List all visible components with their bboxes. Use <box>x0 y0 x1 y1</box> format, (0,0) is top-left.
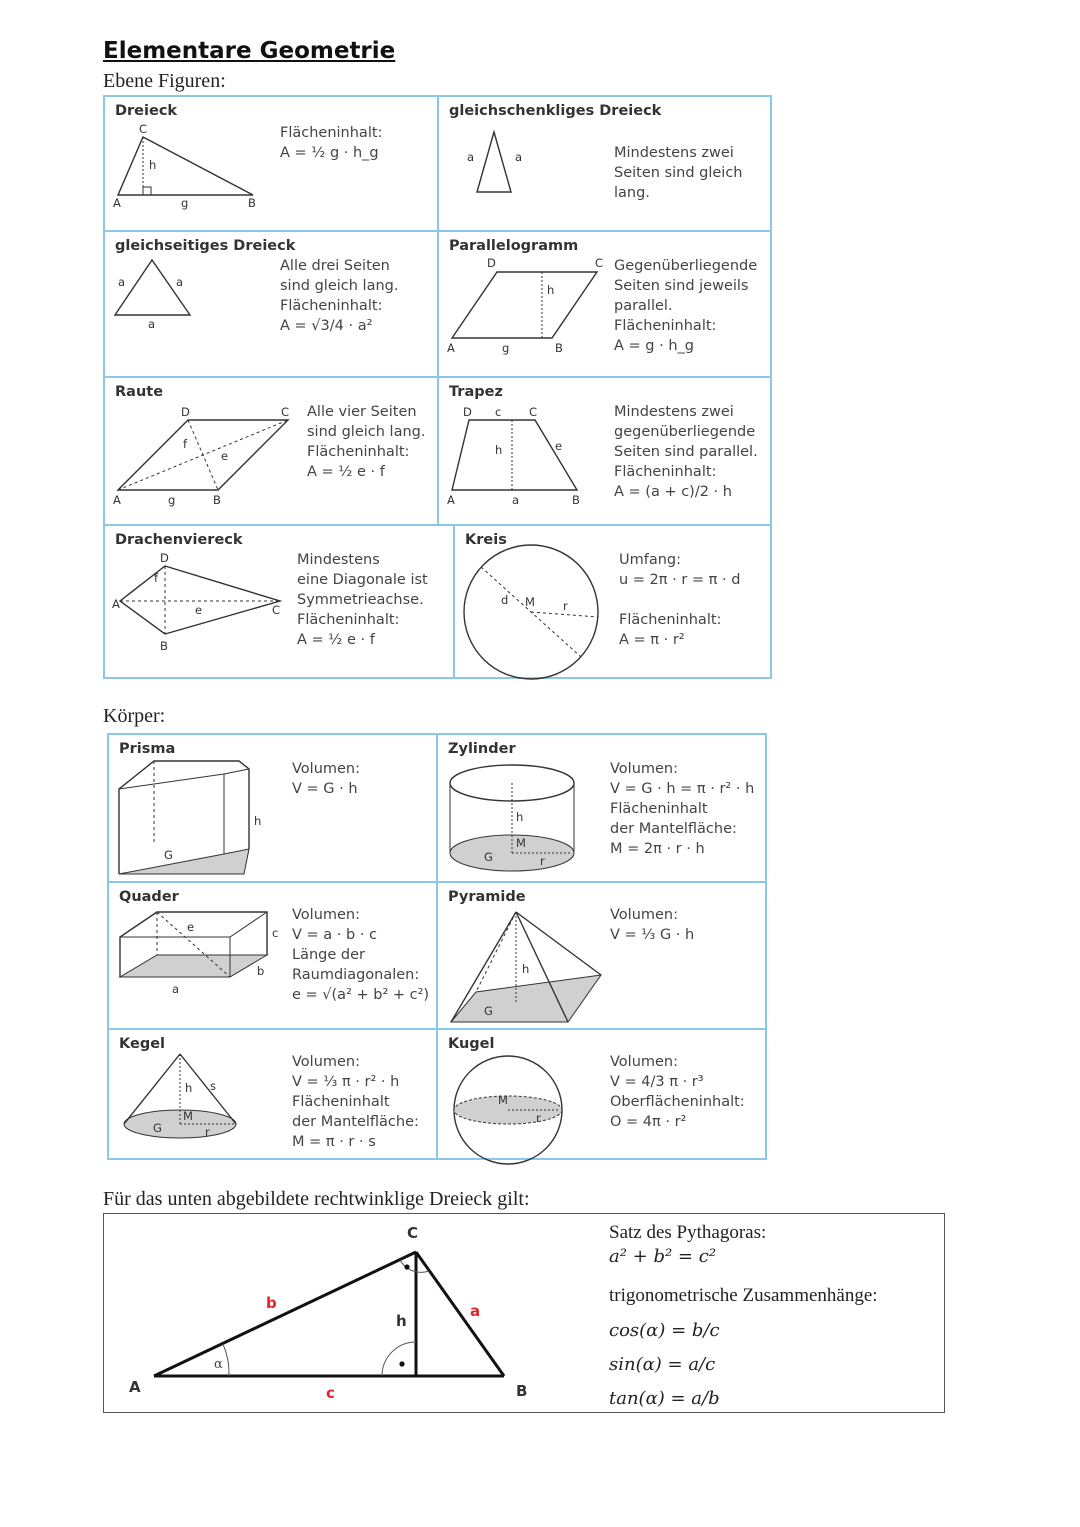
card-title: gleichschenkliges Dreieck <box>449 103 662 119</box>
card-prisma <box>108 734 437 882</box>
cone-figure <box>117 1052 257 1152</box>
svg-text:A: A <box>113 493 121 507</box>
svg-text:a: a <box>176 275 184 289</box>
card-title: Kugel <box>448 1036 495 1052</box>
svg-text:e: e <box>221 449 229 463</box>
sin-formula: sin(α) = a/c <box>609 1354 716 1375</box>
trapezoid-figure <box>447 405 617 518</box>
parallelogram-figure <box>447 256 617 360</box>
svg-text:B: B <box>213 493 221 507</box>
svg-text:r: r <box>205 1125 210 1139</box>
cos-formula: cos(α) = b/c <box>609 1320 720 1341</box>
svg-text:f: f <box>183 437 188 451</box>
svg-text:r: r <box>563 599 568 613</box>
svg-text:B: B <box>572 493 580 507</box>
svg-text:C: C <box>139 122 148 136</box>
card-raute <box>104 377 438 525</box>
svg-text:g: g <box>168 493 176 507</box>
svg-text:a: a <box>118 275 126 289</box>
card-text: Volumen: V = ⅓ π · r² · h Flächeninhalt der Mantelfläche: M = π · r · s <box>292 1054 419 1150</box>
label-C: C <box>407 1224 419 1242</box>
equilateral-triangle-figure <box>110 260 230 360</box>
svg-text:d: d <box>501 593 509 607</box>
cuboid-figure <box>117 907 287 1017</box>
tan-formula: tan(α) = a/b <box>609 1388 720 1409</box>
pythagoras-formula: a² + b² = c² <box>609 1246 717 1267</box>
svg-text:f: f <box>154 571 159 585</box>
svg-text:M: M <box>516 836 526 850</box>
svg-text:a: a <box>467 150 475 164</box>
kite-figure <box>110 551 290 666</box>
card-drachen <box>104 525 454 678</box>
card-text: Volumen: V = ⅓ G · h <box>610 907 695 943</box>
page-title: Elementare Geometrie <box>103 38 396 64</box>
rhombus-figure <box>113 405 303 518</box>
svg-text:h: h <box>495 443 503 457</box>
label-B: B <box>516 1382 528 1400</box>
svg-text:h: h <box>516 810 524 824</box>
svg-text:C: C <box>272 603 281 617</box>
svg-text:g: g <box>181 196 189 210</box>
card-text: Mindestens zwei gegenüberliegende Seiten sind parallel. Flächeninhalt: A = (a + c)/2 · h <box>614 404 758 500</box>
card-title: Prisma <box>119 741 176 757</box>
trig-title: trigonometrische Zusammenhänge: <box>609 1285 878 1306</box>
card-quader <box>108 882 437 1029</box>
svg-text:A: A <box>447 341 455 355</box>
svg-text:A: A <box>113 196 121 210</box>
cylinder-figure <box>446 761 596 881</box>
card-text: Umfang: u = 2π · r = π · d Flächeninhalt: A = π · r² <box>619 552 741 648</box>
card-text: Volumen: V = a · b · c Länge der Raumdiagonalen: e = √(a² + b² + c²) <box>292 907 430 1003</box>
label-side-c: c <box>326 1384 335 1402</box>
card-kegel <box>108 1029 437 1159</box>
card-title: Parallelogramm <box>449 238 579 254</box>
svg-text:D: D <box>463 405 472 419</box>
prism-figure <box>114 759 264 879</box>
svg-text:e: e <box>195 603 203 617</box>
svg-text:G: G <box>164 848 173 862</box>
solids-grid <box>107 733 767 1160</box>
card-text: Volumen: V = G · h = π · r² · h Flächeninhalt der Mantelfläche: M = 2π · r · h <box>610 761 755 857</box>
svg-text:r: r <box>540 854 545 868</box>
card-title: Dreieck <box>115 103 178 119</box>
card-gleichseitig <box>104 231 438 377</box>
card-kreis <box>454 525 771 678</box>
card-text: Mindestens zwei Seiten sind gleich lang. <box>614 145 743 201</box>
svg-text:C: C <box>281 405 290 419</box>
svg-text:B: B <box>555 341 563 355</box>
svg-text:A: A <box>447 493 455 507</box>
card-title: Zylinder <box>448 741 516 757</box>
svg-text:s: s <box>210 1079 216 1093</box>
svg-text:C: C <box>529 405 538 419</box>
section-solids: Körper: <box>103 705 166 727</box>
card-text: Volumen: V = G · h <box>292 761 361 797</box>
card-dreieck <box>104 96 438 231</box>
plane-figures-grid <box>103 95 772 679</box>
right-triangle-box <box>103 1213 945 1413</box>
card-text: Gegenüberliegende Seiten sind jeweils parallel. Flächeninhalt: A = g · h_g <box>614 258 758 354</box>
card-text: Alle drei Seiten sind gleich lang. Flächeninhalt: A = √3/4 · a² <box>280 258 399 334</box>
svg-text:a: a <box>515 150 523 164</box>
card-zylinder <box>437 734 766 882</box>
card-title: Raute <box>115 384 164 400</box>
svg-text:h: h <box>185 1081 193 1095</box>
card-title: Drachenviereck <box>115 532 243 548</box>
label-side-a: a <box>470 1302 481 1320</box>
isosceles-triangle-figure <box>467 127 567 227</box>
svg-text:B: B <box>160 639 168 653</box>
svg-text:a: a <box>148 317 156 331</box>
svg-text:e: e <box>187 920 195 934</box>
svg-text:b: b <box>257 964 265 978</box>
svg-text:C: C <box>595 256 604 270</box>
triangle-figure <box>113 122 273 225</box>
card-title: gleichseitiges Dreieck <box>115 238 296 254</box>
svg-text:h: h <box>254 814 262 828</box>
svg-text:a: a <box>512 493 520 507</box>
svg-text:c: c <box>272 926 279 940</box>
card-parallelogramm <box>438 231 771 377</box>
svg-text:M: M <box>498 1093 508 1107</box>
svg-text:D: D <box>160 551 169 565</box>
card-title: Quader <box>119 889 179 905</box>
card-kugel <box>437 1029 766 1159</box>
pyramid-figure <box>446 907 606 1027</box>
svg-text:G: G <box>484 850 493 864</box>
label-side-b: b <box>266 1294 277 1312</box>
svg-text:e: e <box>555 439 563 453</box>
svg-text:D: D <box>487 256 496 270</box>
svg-text:M: M <box>183 1109 193 1123</box>
label-height-h: h <box>396 1312 407 1330</box>
card-text: Flächeninhalt: A = ½ g · h_g <box>280 125 383 161</box>
right-triangle-figure <box>104 1214 584 1414</box>
svg-text:h: h <box>149 158 157 172</box>
section-right-triangle: Für das unten abgebildete rechtwinklige Dreieck gilt: <box>103 1188 530 1210</box>
svg-text:A: A <box>112 597 120 611</box>
label-alpha: α <box>214 1357 223 1372</box>
card-title: Pyramide <box>448 889 526 905</box>
svg-text:r: r <box>536 1111 541 1125</box>
svg-text:h: h <box>522 962 530 976</box>
card-trapez <box>438 377 771 525</box>
card-text: Volumen: V = 4/3 π · r³ Oberflächeninhalt: O = 4π · r² <box>610 1054 745 1130</box>
svg-text:a: a <box>172 982 180 996</box>
svg-text:h: h <box>547 283 555 297</box>
card-title: Kegel <box>119 1036 165 1052</box>
label-A: A <box>129 1378 141 1396</box>
svg-text:G: G <box>153 1121 162 1135</box>
pythagoras-title: Satz des Pythagoras: <box>609 1222 767 1243</box>
svg-text:M: M <box>525 595 535 609</box>
svg-text:B: B <box>248 196 256 210</box>
svg-text:D: D <box>181 405 190 419</box>
card-pyramide <box>437 882 766 1029</box>
card-title: Trapez <box>449 384 503 400</box>
card-title: Kreis <box>465 532 507 548</box>
svg-text:c: c <box>495 405 502 419</box>
section-plane-figures: Ebene Figuren: <box>103 70 226 92</box>
svg-text:g: g <box>502 341 510 355</box>
card-text: Alle vier Seiten sind gleich lang. Flächeninhalt: A = ½ e · f <box>307 404 426 480</box>
circle-figure <box>461 552 611 682</box>
card-gleichschenklig <box>438 96 771 231</box>
svg-text:G: G <box>484 1004 493 1018</box>
sphere-figure <box>446 1052 586 1162</box>
card-text: Mindestens eine Diagonale ist Symmetrieachse. Flächeninhalt: A = ½ e · f <box>297 552 428 648</box>
